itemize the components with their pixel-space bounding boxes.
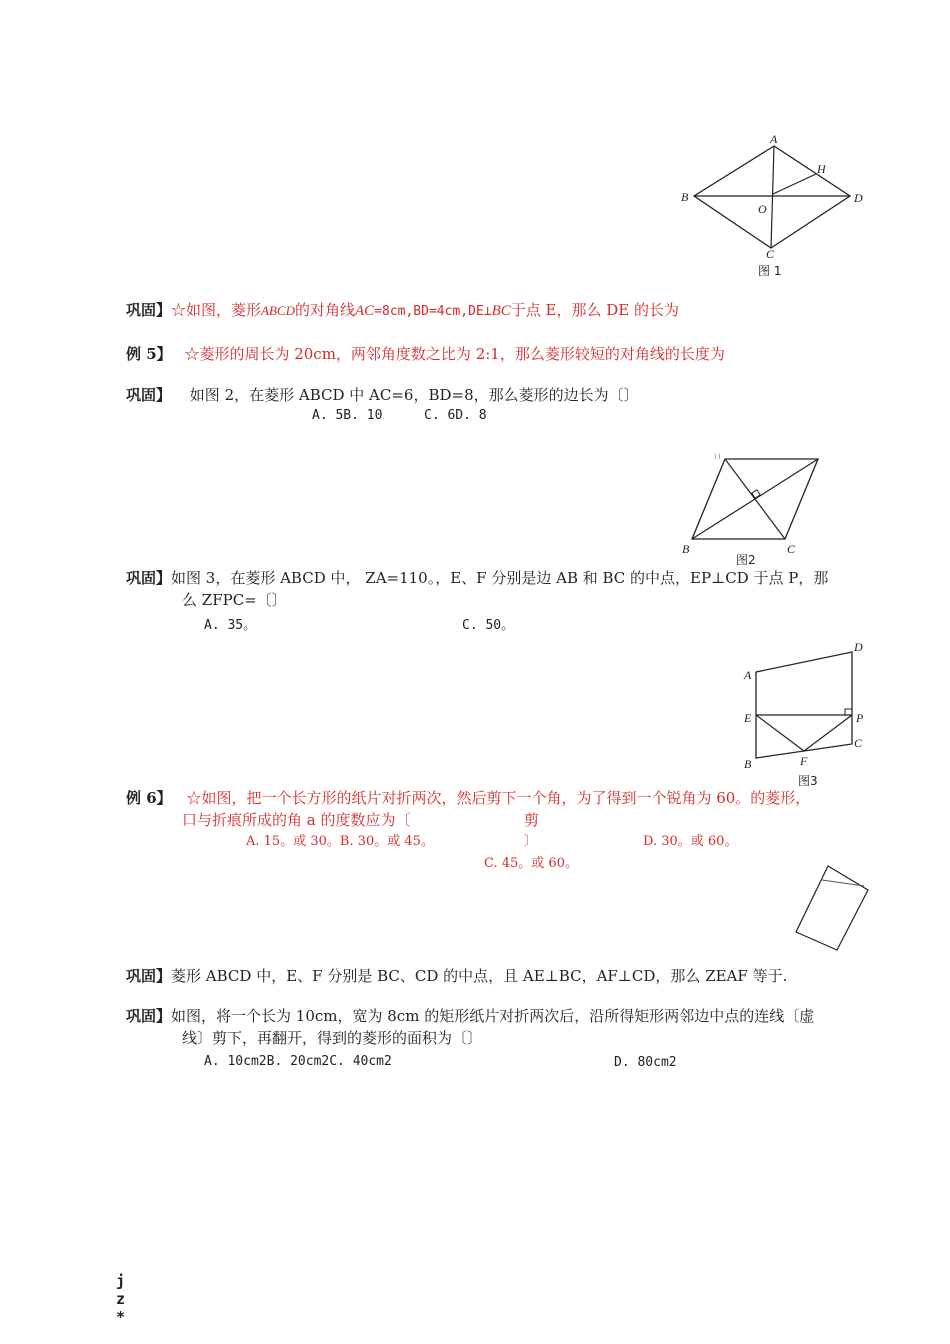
question-5-line1: 如图，将一个长为 10cm，宽为 8cm 的矩形纸片对折两次后，沿所得矩形两邻边中点的连线〔虚 <box>171 1007 815 1025</box>
question-1-ac: AC <box>355 303 375 319</box>
label-fig3-b: B <box>744 757 752 771</box>
label-d: D <box>854 191 863 205</box>
question-1-tail: 于点 E，那么 DE 的长为 <box>510 301 679 319</box>
question-5-label: 巩固】 <box>126 1007 172 1025</box>
example-6-option-d: D. 30。或 60。 <box>643 834 738 849</box>
folded-paper-figure <box>790 860 875 955</box>
example-6-line2: 口与折痕所成的角 a 的度数应为〔 <box>182 811 411 829</box>
margin-mark-j: j <box>116 1272 126 1290</box>
parallelogram-abcd <box>756 652 852 758</box>
label-h: H <box>817 162 826 176</box>
question-5 <box>126 1006 814 1026</box>
question-3-option-a: A. 35。 <box>204 618 257 633</box>
question-5-line2: 线〕剪下，再翻开，得到的菱形的面积为〔〕 <box>182 1029 483 1047</box>
example-6-bracket: 〕 <box>524 834 538 849</box>
figure-2-caption: 图2 <box>736 553 756 567</box>
label-a: A <box>770 132 778 146</box>
segment-oh <box>773 174 816 194</box>
question-3-line1: 如图 3，在菱形 ABCD 中， ZA=110。，E、F 分别是边 AB 和 BC 的中点，EP⊥CD 于点 P，那 <box>171 569 829 587</box>
example-6-line1: ☆如图，把一个长方形的纸片对折两次，然后剪下一个角，为了得到一个锐角为 60。的菱形， <box>186 789 811 807</box>
question-1 <box>126 300 679 322</box>
label-fig2-b: B <box>682 542 690 556</box>
folded-paper <box>796 866 868 950</box>
example-6 <box>126 788 810 808</box>
question-1-mid: 的对角线 <box>294 301 355 319</box>
question-5-option-d: D. 80cm2 <box>614 1055 677 1070</box>
label-fig3-f: F <box>800 754 808 768</box>
example-5 <box>126 344 725 364</box>
label-fig2-c: C <box>787 542 796 556</box>
label-fig3-p: P <box>856 711 864 725</box>
question-5-options-abc: A. 10cm2B. 20cm2C. 40cm2 <box>204 1054 392 1069</box>
cut-line <box>822 880 864 886</box>
question-2-text: 如图 2，在菱形 ABCD 中 AC=6，BD=8，那么菱形的边长为〔〕 <box>189 386 639 404</box>
label-fig3-a: A <box>744 668 752 682</box>
question-2-label: 巩固】 <box>126 386 172 404</box>
question-1-abcd: ABCD <box>261 303 295 318</box>
label-c: C <box>766 247 775 261</box>
figure-1-caption: 图 1 <box>758 264 782 278</box>
diagonal-ac <box>771 146 774 248</box>
question-3-label: 巩固】 <box>126 569 172 587</box>
figure-3-caption: 图3 <box>798 774 818 788</box>
margin-mark-star: * <box>116 1308 126 1326</box>
label-o: O <box>758 202 767 216</box>
question-4-text: 菱形 ABCD 中，E、F 分别是 BC、CD 的中点，且 AE⊥BC，AF⊥CD，那么 ZEAF 等于. <box>171 967 788 985</box>
question-3-option-c: C. 50。 <box>462 618 515 633</box>
margin-mark <box>116 1272 125 1326</box>
label-fig3-e: E <box>744 711 752 725</box>
question-1-prefix: ☆如图，菱形 <box>171 301 262 319</box>
label-b: B <box>681 190 689 204</box>
label-fig3-c: C <box>854 736 863 750</box>
label-fig3-d: D <box>854 640 863 654</box>
diagonal-fig2-bd <box>692 459 818 539</box>
right-angle-mark-p <box>845 709 852 715</box>
figure-1 <box>670 132 880 282</box>
question-4-label: 巩固】 <box>126 967 172 985</box>
label-fig2-corner: \ \ <box>714 452 721 461</box>
question-1-label: 巩固】 <box>126 301 172 319</box>
question-2-options-ab: A. 5B. 10 <box>312 408 383 423</box>
example-6-options-ab: A. 15。或 30。B. 30。或 45。 <box>246 834 434 849</box>
example-6-option-c: C. 45。或 60。 <box>484 856 578 871</box>
question-2-options-cd: C. 6D. 8 <box>424 408 487 423</box>
question-4 <box>126 966 787 986</box>
margin-mark-z: z <box>116 1290 126 1308</box>
example-6-label: 例 6】 <box>126 789 172 807</box>
question-1-rest: =8cm,BD=4cm,DE⊥ <box>374 304 492 319</box>
question-3 <box>126 568 828 588</box>
question-2 <box>126 385 639 405</box>
figure-2 <box>670 450 830 570</box>
example-5-text: ☆菱形的周长为 20cm，两邻角度数之比为 2:1，那么菱形较短的对角线的长度为 <box>184 345 725 363</box>
example-6-cut: 剪 <box>524 811 540 829</box>
question-3-line2: 么 ZFPC=〔〕 <box>182 591 287 609</box>
segment-ef <box>756 715 804 751</box>
question-1-bc: BC <box>491 303 511 319</box>
figure-3 <box>738 636 878 796</box>
example-5-label: 例 5】 <box>126 345 172 363</box>
